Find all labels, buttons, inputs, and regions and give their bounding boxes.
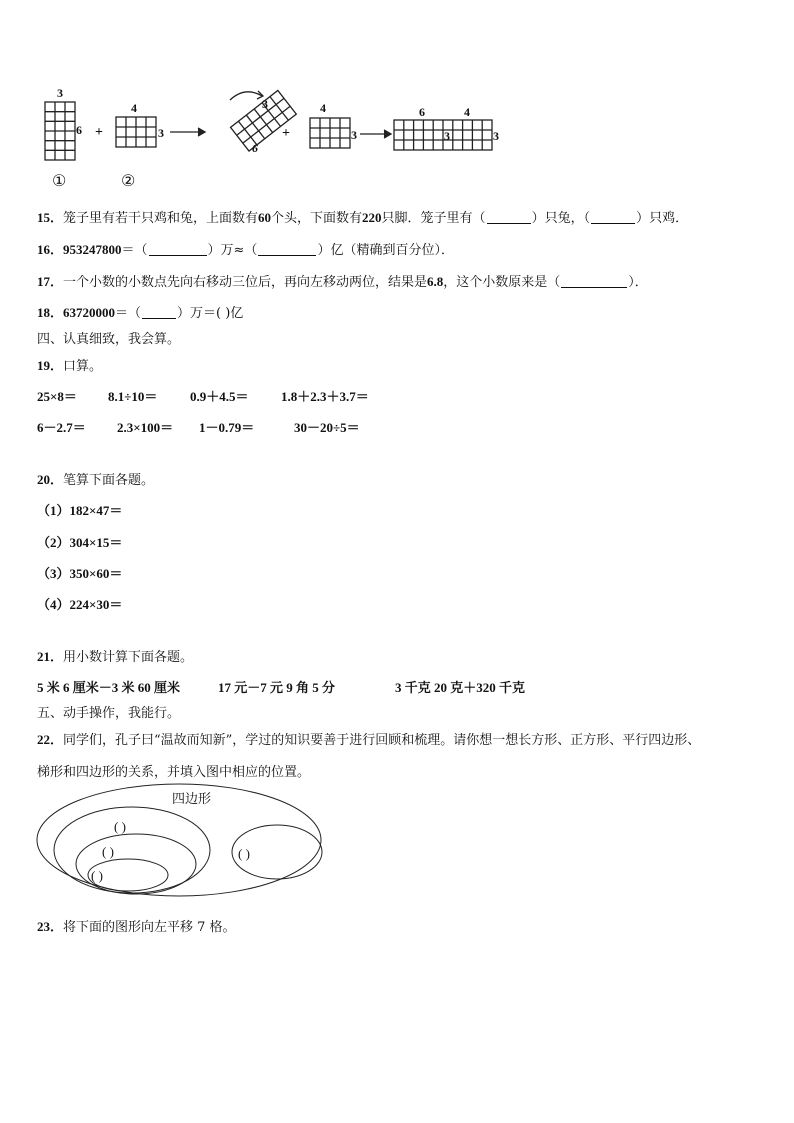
answer-blank-wan[interactable]: [149, 242, 207, 256]
q20-title: 笔算下面各题。: [63, 473, 155, 488]
figure-1-side-label: 6: [76, 123, 82, 137]
written-calc-2: （2）304×15＝: [37, 535, 123, 550]
answer-slot-parallelogram[interactable]: ( ): [114, 819, 126, 834]
plus-sign-2: +: [282, 126, 290, 141]
figure-3-side-label: 3: [351, 128, 357, 142]
quadrilateral-label: 四边形: [172, 791, 212, 806]
answer-slot-trapezoid[interactable]: ( ): [238, 846, 250, 861]
oral-calc-1-1: 25×8＝: [37, 389, 77, 404]
q16-text-2: ）万≈（: [207, 243, 258, 258]
figure-2-grid: [116, 117, 156, 147]
figure-2-top-label: 4: [131, 101, 137, 115]
written-calc-3: （3）350×60＝: [37, 566, 123, 581]
question-18: [37, 302, 243, 321]
decimal-calc-2: 17 元－7 元 9 角 5 分: [218, 680, 336, 695]
result-grid: [394, 120, 492, 150]
answer-blank-wan[interactable]: [142, 305, 176, 319]
q15-text-4: ）只兔，（: [531, 211, 591, 226]
answer-blank-yi[interactable]: [258, 242, 316, 256]
question-number: 23．: [37, 919, 64, 934]
question-number: 20．: [37, 472, 64, 487]
figure-1-top-label: 3: [57, 86, 63, 100]
plus-sign-1: +: [95, 125, 103, 140]
rotated-bottom-label: 6: [252, 141, 258, 155]
q15-heads: 60: [258, 210, 272, 225]
q22-text-1: 同学们，孔子曰“温故而知新”，学过的知识要善于进行回顾和梳理。请你想一想长方形、正方形、平行四边形、: [63, 733, 701, 748]
oral-calc-1-4: 1.8＋2.3＋3.7＝: [281, 389, 369, 404]
q18-value: 63720000: [63, 305, 116, 320]
result-top-left-label: 6: [419, 105, 425, 119]
figure-2-side-label: 3: [158, 126, 164, 140]
figure-3-top-label: 4: [320, 101, 326, 115]
question-23: [37, 916, 236, 935]
answer-slot-rectangle[interactable]: ( ): [102, 844, 114, 859]
question-21-title: [37, 646, 193, 665]
result-top-right-label: 4: [464, 105, 470, 119]
q15-feet: 220: [362, 210, 382, 225]
question-number: 15．: [37, 210, 64, 225]
q15-text-1: 笼子里有若干只鸡和兔，上面数有: [63, 211, 259, 226]
q17-text-2: ，这个小数原来是（: [443, 275, 561, 290]
decimal-calc-3: 3 千克 20 克＋320 千克: [395, 680, 526, 695]
oral-calc-1-3: 0.9＋4.5＝: [190, 389, 249, 404]
q17-text-1: 一个小数的小数点先向右移动三位后，再向左移动两位，结果是: [63, 275, 428, 290]
question-22-line-1: [37, 729, 700, 748]
result-mid-label: 3: [444, 129, 450, 143]
q17-result: 6.8: [427, 274, 444, 289]
answer-slot-square[interactable]: ( ): [91, 868, 103, 883]
question-16: [37, 239, 454, 258]
rectangle-ellipse: [76, 834, 196, 894]
answer-blank-chickens[interactable]: [591, 210, 635, 224]
section-heading-4: 四、认真细致，我会算。: [37, 332, 181, 347]
question-number: 18．: [37, 305, 64, 320]
answer-blank-rabbits[interactable]: [487, 210, 531, 224]
question-number: 19．: [37, 358, 64, 373]
question-22-line-2: 梯形和四边形的关系，并填入图中相应的位置。: [37, 765, 311, 780]
question-number: 22．: [37, 732, 64, 747]
q16-text-3: ）亿（精确到百分位）．: [317, 243, 454, 258]
figure-3-grid: [310, 118, 350, 148]
question-15: [37, 207, 688, 226]
q16-text-1: ＝（: [121, 243, 148, 258]
q21-title: 用小数计算下面各题。: [63, 650, 194, 665]
oral-calc-2-1: 6－2.7＝: [37, 420, 86, 435]
q23-text: 将下面的图形向左平移 7 格。: [63, 920, 236, 935]
oral-calc-2-2: 2.3×100＝: [117, 420, 174, 435]
question-17: [37, 271, 648, 290]
q15-text-5: ）只鸡．: [636, 211, 689, 226]
written-calc-4: （4）224×30＝: [37, 597, 123, 612]
result-side-label: 3: [493, 129, 499, 143]
question-number: 16．: [37, 242, 64, 257]
decimal-calc-1: 5 米 6 厘米－3 米 60 厘米: [37, 680, 181, 695]
grid-rotation-figure: [30, 82, 520, 194]
q18-text-2: ）万＝( )亿: [177, 306, 244, 321]
oral-calc-2-4: 30－20÷5＝: [294, 420, 360, 435]
question-20-title: [37, 469, 154, 488]
rotated-side-label: 3: [262, 97, 268, 111]
q15-text-3: 只脚．笼子里有（: [381, 211, 486, 226]
q16-value: 953247800: [63, 242, 122, 257]
oral-calc-2-3: 1－0.79＝: [199, 420, 255, 435]
oral-calc-1-2: 8.1÷10＝: [108, 389, 158, 404]
question-number: 21．: [37, 649, 64, 664]
figure-1-grid: [45, 102, 75, 160]
q18-text-1: ＝（: [115, 306, 142, 321]
q17-text-3: ）．: [628, 275, 648, 290]
q19-title: 口算。: [63, 359, 103, 374]
question-number: 17．: [37, 274, 64, 289]
q15-text-2: 个头，下面数有: [271, 211, 363, 226]
caption-1: ①: [52, 173, 67, 190]
section-heading-5: 五、动手操作，我能行。: [37, 706, 181, 721]
written-calc-1: （1）182×47＝: [37, 503, 123, 518]
question-19-title: [37, 355, 102, 374]
quadrilateral-venn-diagram: [36, 782, 328, 900]
caption-2: ②: [121, 173, 136, 190]
answer-blank-original[interactable]: [561, 274, 627, 288]
